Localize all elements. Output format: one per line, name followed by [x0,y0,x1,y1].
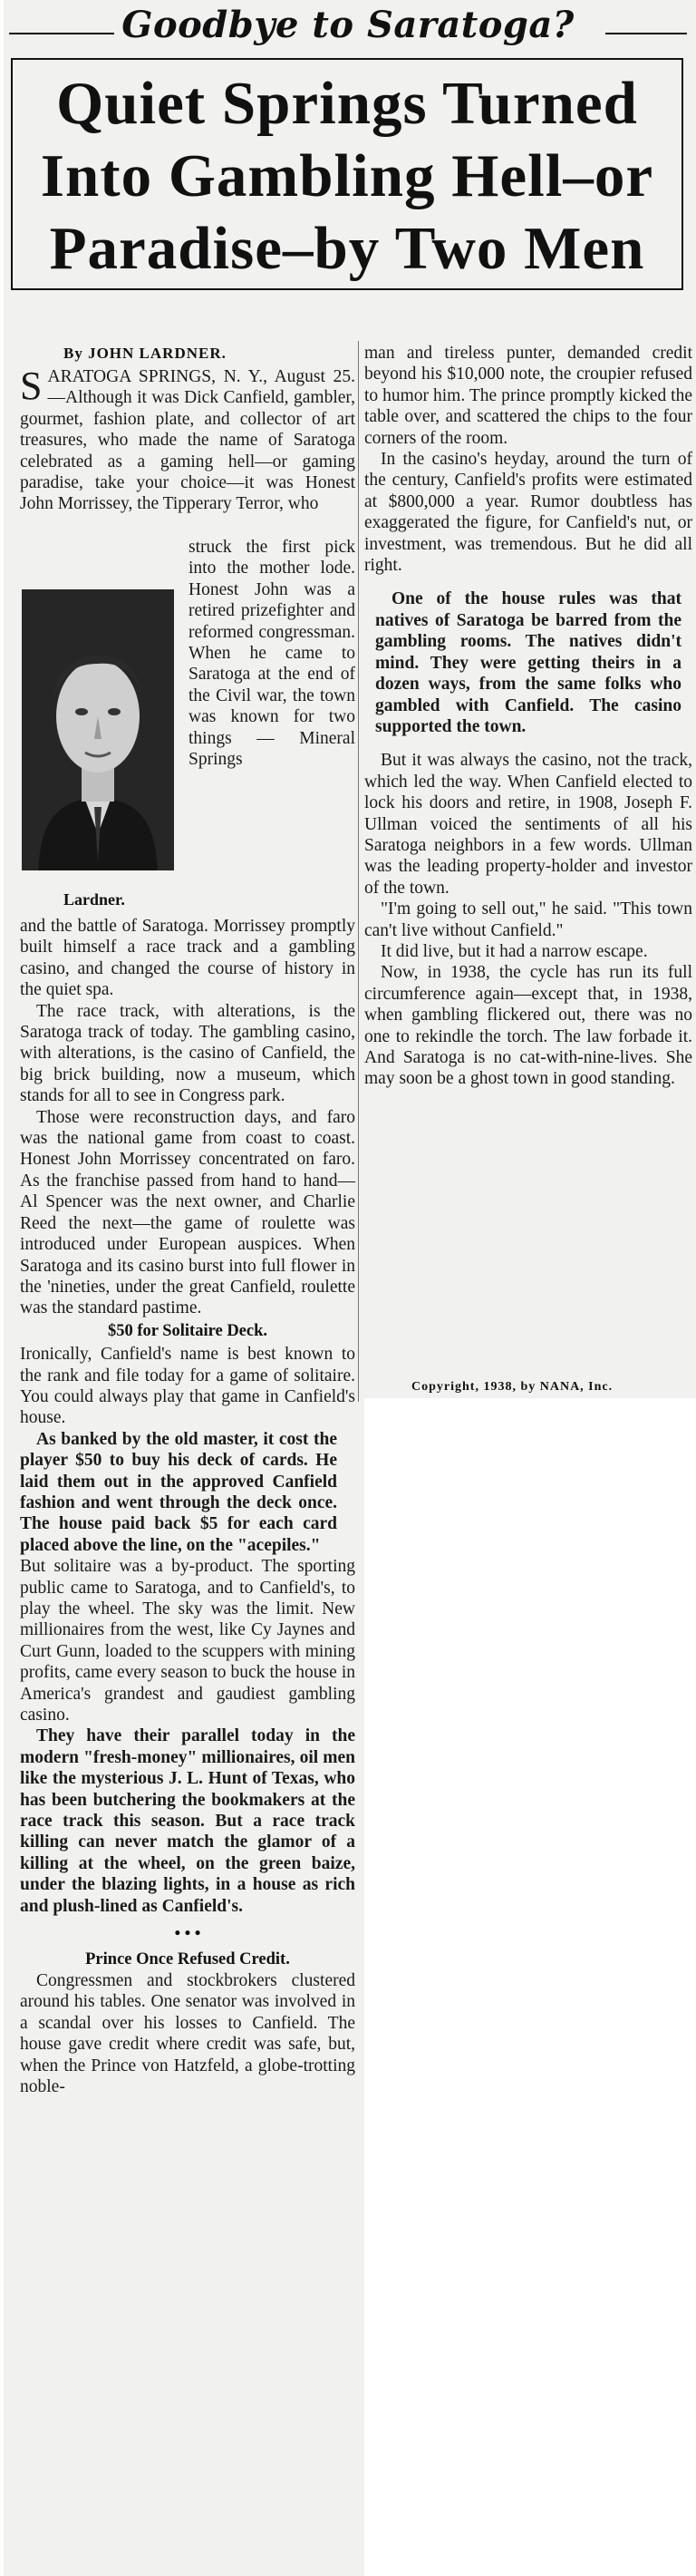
author-photo [22,589,174,870]
paragraph-bold: They have their parallel today in the modern "fresh-money" millionaires, oil men like the mysterious J. L. Hunt of Texas, who has been butchering the bookmakers at the race track this season. But a race track killing can never match the glamor of a killing at the wheel, on the green baize, under the blazing lights, in a house as rich and plush-lined as Canfield's. [20,1726,355,1916]
lede-text: ARATOGA SPRINGS, N. Y., August 25.—Although it was Dick Canfield, gambler, gourmet, fashion plate, and collector of art treasures, who made the name of Saratoga celebrated as a gaming hell—or gaming paradise, take your choice—it was Honest John Morrissey, the Tipperary Terror, who [20,367,355,514]
headline-line-1: Quiet Springs Turned [56,70,638,137]
paragraph: But it was always the casino, not the track, which led the way. When Canfield elected to lock his doors and retire, in 1908, Joseph F. Ullman voiced the sentiments of all his Saratoga neighbors in a few words. Ullman was the leading property-holder and investor of the town. [364,751,692,898]
kicker-text: Goodbye to Saratoga? [114,4,581,46]
paragraph: and the battle of Saratoga. Morrissey promptly built himself a race track and a gambling casino, and changed the course of history in the quiet spa. [20,917,355,1000]
paragraph-bold: As banked by the old master, it cost the player $50 to buy his deck of cards. He laid them out in the approved Canfield fashion and went through the deck once. The house paid back $5 for each card placed above the line, on the "acepiles." [20,1429,337,1555]
portrait-image [22,589,174,870]
paragraph: Now, in 1938, the cycle has run its full circumference again—except that, in 1938, when gambling flickered out, there was no one to rekindle the torch. The law forbade it. And Saratoga is no cat-with-nine-lives. She may soon be a ghost town in good standing. [364,963,692,1089]
column-rule [358,341,359,1402]
paragraph: But solitaire was a by-product. The sporting public came to Saratoga, and to Canfield's, to play the wheel. The sky was the limit. New millionaires from the west, like Cy Jaynes and Curt Gunn, loaded to the scuppers with mining profits, came every season to buck the house in America's grandest and gaudiest gambling casino. [20,1557,355,1725]
paragraph: Those were reconstruction days, and faro was the national game from coast to coast. Honest John Morrissey concentrated on faro. As the franchise passed from hand to hand—Al Spencer was the next owner, and Charlie Reed the next—the game of roulette was introduced under European auspices. When Saratoga and its casino burst into full flower in the 'nineties, under the great Canfield, roulette was the standard pastime. [20,1107,355,1318]
article-col1-body [20,916,355,2097]
subhead-solitaire: $50 for Solitaire Deck. [107,1321,268,1340]
paragraph: Congressmen and stockbrokers clustered around his tables. One senator was involved in a scandal over his losses to Canfield. The house gave credit where credit was safe, but, when the Prince von Hatzfeld, a globe-trotting noble- [20,1970,355,2096]
paragraph: man and tireless punter, demanded credit beyond his $10,000 note, the croupier refused to humor him. The prince promptly kicked the table over, and scattered the chips to the four corners of the room. [364,344,692,448]
paragraph: In the casino's heyday, around the turn of the century, Canfield's profits were estimated at $800,000 a year. Rumor doubtless has exaggerated the figure, for Canfield's nut, or investment, was tremendous. But he did all right. [364,450,692,576]
paragraph-bold: One of the house rules was that natives of Saratoga be barred from the gambling rooms. The natives didn't mind. They were getting theirs in a dozen ways, from the same folks who gambled with Canfield. The casino supported the town. [375,589,682,736]
article-col2-body [364,343,692,1090]
photo-caption: Lardner. [63,890,125,909]
headline-box [11,58,683,290]
subhead-prince: Prince Once Refused Credit. [85,1949,290,1968]
kicker [9,4,687,46]
section-dots: • • • [174,1925,201,1944]
headline-line-3: Paradise–by Two Men [49,215,645,282]
paragraph: The race track, with alterations, is the Saratoga track of today. The gambling casino, with alterations, is the casino of Canfield, the big brick building, now a museum, which stands for all to see in Congress park. [20,1001,355,1106]
headline-line-2: Into Gambling Hell–or [40,142,654,209]
drop-cap: S [20,364,43,408]
kicker-row [9,4,687,56]
paragraph: It did live, but it had a narrow escape. [381,941,648,961]
paragraph: "I'm going to sell out," he said. "This town can't live without Canfield." [364,899,692,940]
article-lede-top [20,366,355,515]
byline: By JOHN LARDNER. [63,345,227,362]
paragraph: Ironically, Canfield's name is best known to the rank and file today for a game of solitaire. You could always play that game in Canfield's house. [20,1345,355,1428]
copyright-line: Copyright, 1938, by NANA, Inc. [411,1380,614,1394]
article-wrap-text: struck the first pick into the mother lode. Honest John was a retired prizefighter and reformed congressman. When he came to Saratoga at the end of the Civil war, the town was known for two things — Mineral Springs [188,538,355,770]
